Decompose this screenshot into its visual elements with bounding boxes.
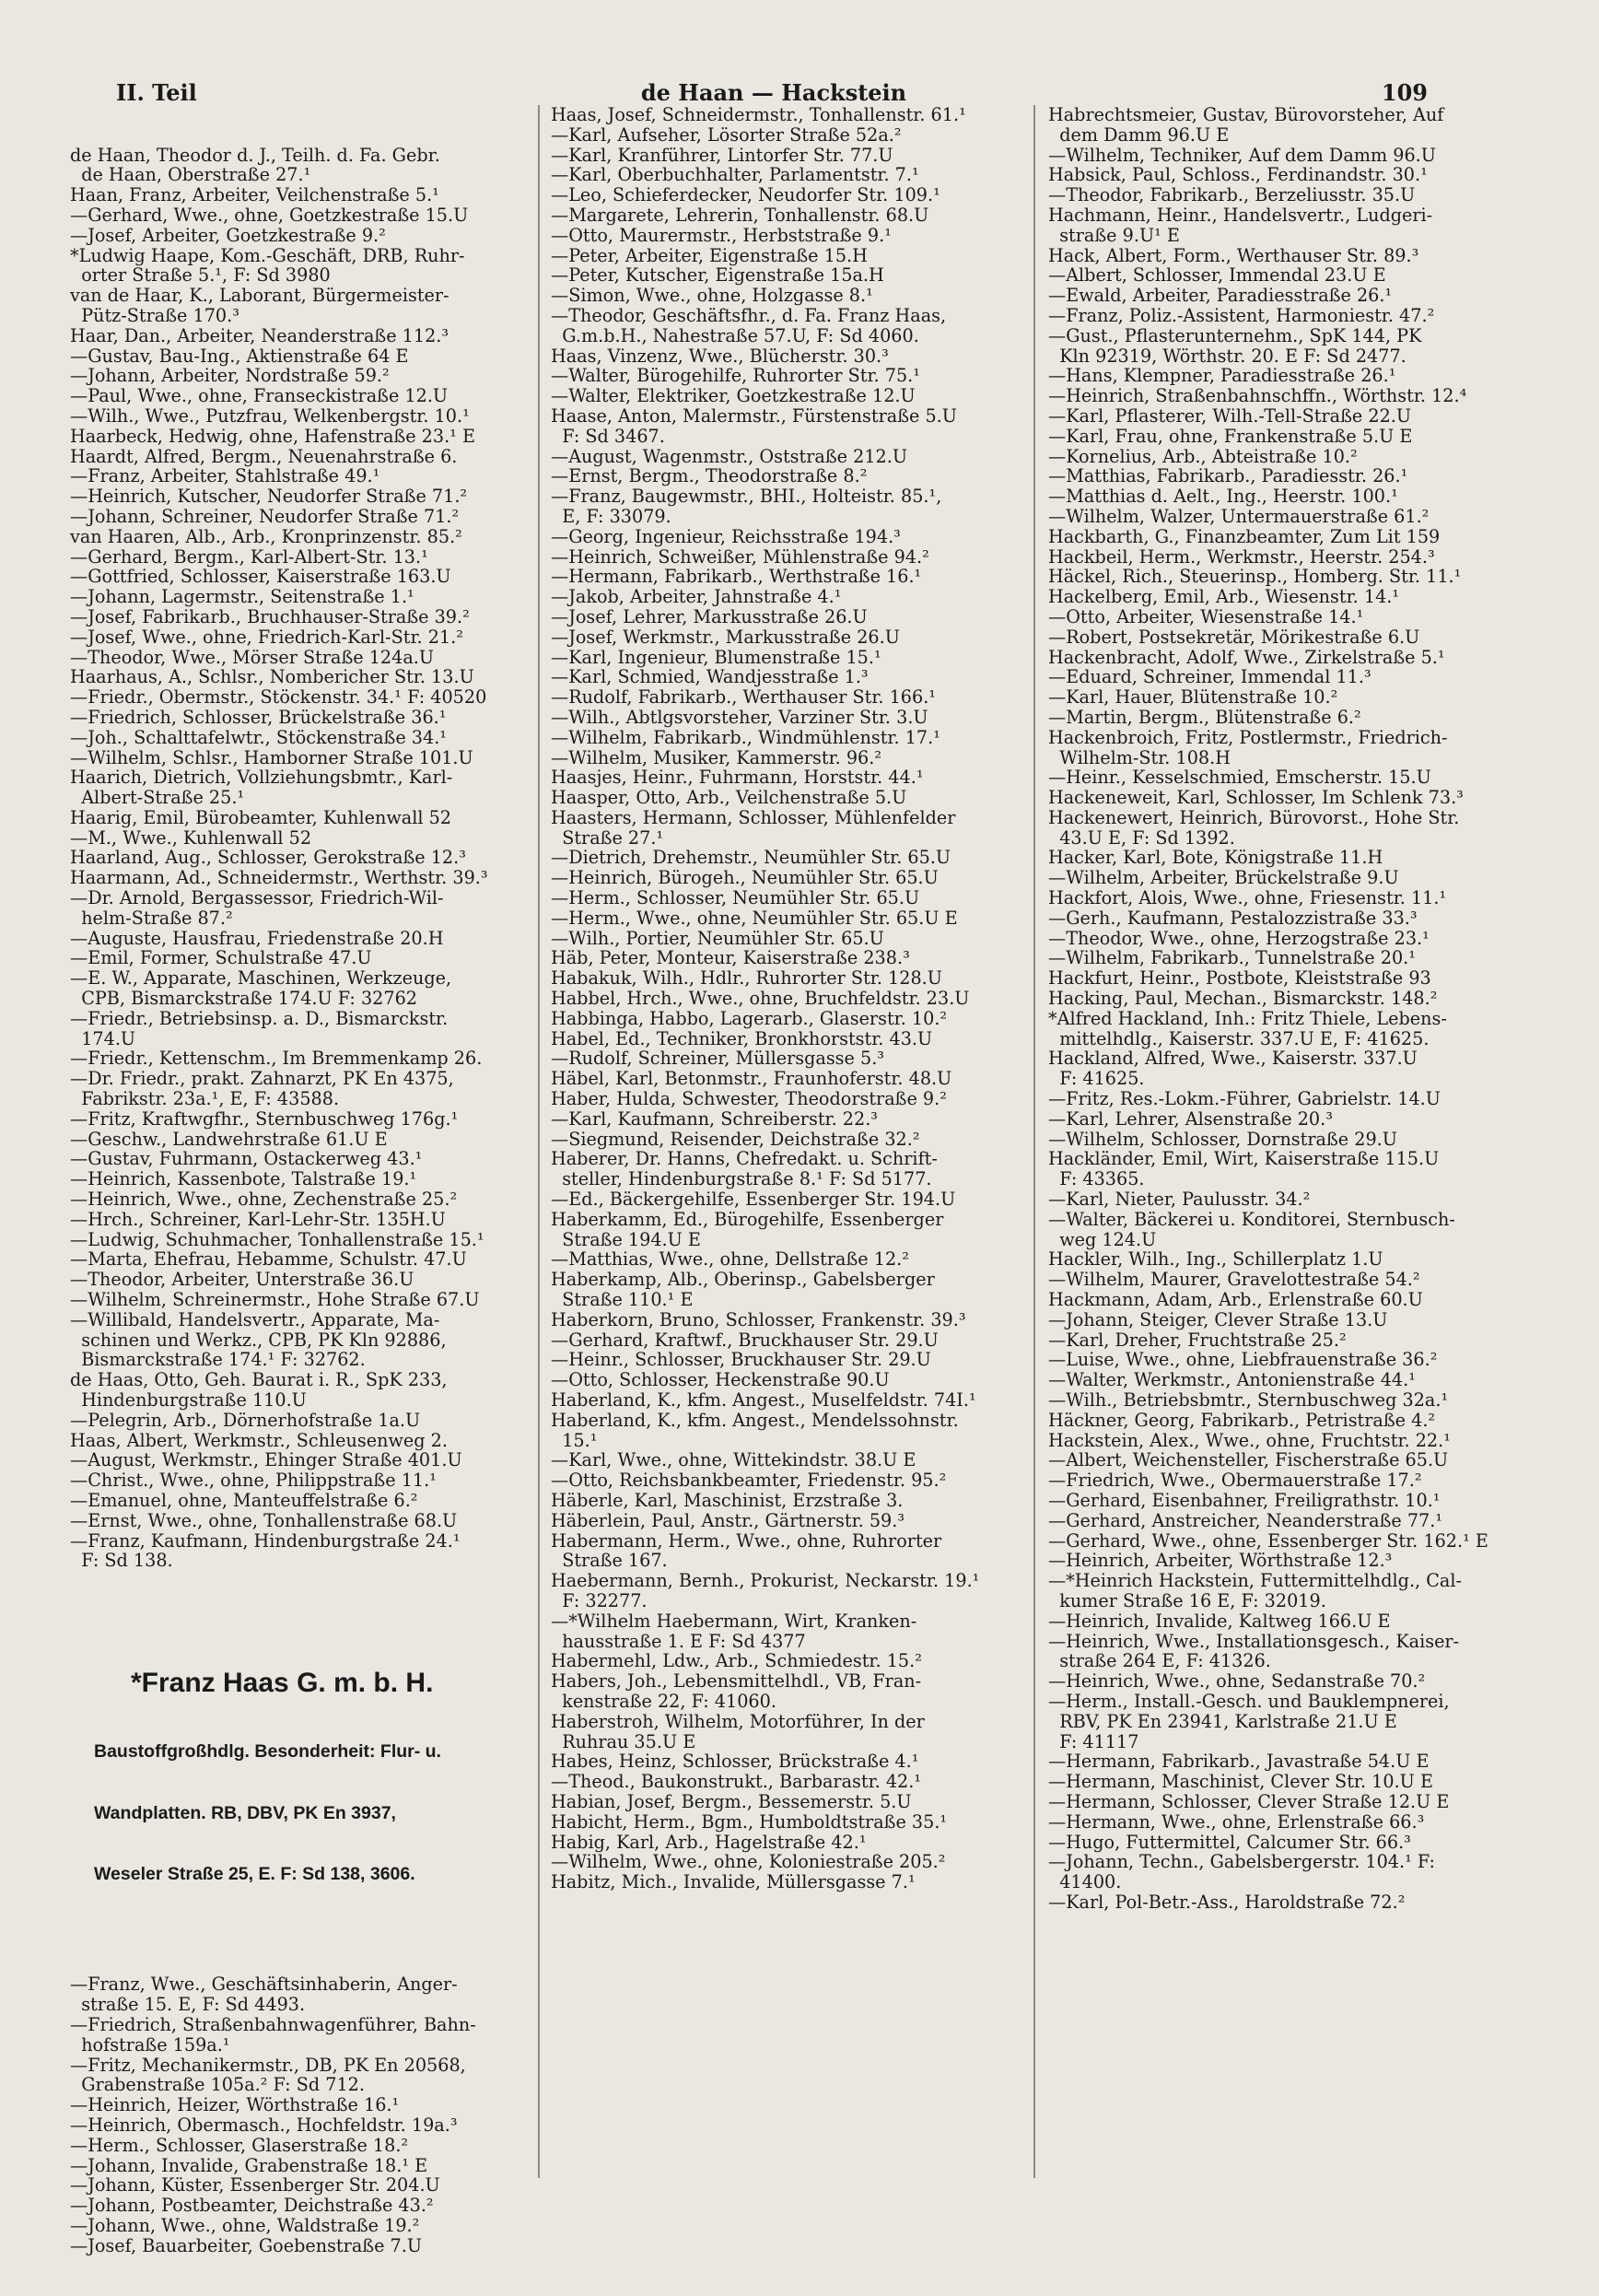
directory-entry: —Heinrich, Heizer, Wörthstraße 16.¹ bbox=[70, 2094, 400, 2116]
directory-entry: —Karl, Hauer, Blütenstraße 10.² bbox=[1048, 686, 1338, 709]
directory-entry: Hackenbroich, Fritz, Postlermstr., Friedrich- bbox=[1048, 726, 1448, 748]
directory-entry: —Ernst, Bergm., Theodorstraße 8.² bbox=[551, 465, 868, 487]
directory-entry: Hackländer, Emil, Wirt, Kaiserstraße 115.U bbox=[1048, 1148, 1440, 1170]
directory-entry: Hackbarth, G., Finanzbeamter, Zum Lit 159 bbox=[1048, 525, 1441, 547]
directory-entry: Hackfort, Alois, Wwe., ohne, Friesenstr. 11.¹ bbox=[1048, 887, 1447, 909]
directory-entry: —Dr. Arnold, Bergassessor, Friedrich-Wil- bbox=[70, 887, 444, 909]
directory-entry: Haarmann, Ad., Schneidermstr., Werthstr. 39.³ bbox=[70, 867, 488, 889]
directory-entry: Fabrikstr. 23a.¹, E, F: 43588. bbox=[70, 1088, 340, 1110]
directory-entry: —Rudolf, Schreiner, Müllersgasse 5.³ bbox=[551, 1048, 884, 1070]
directory-entry: —Auguste, Hausfrau, Friedenstraße 20.H bbox=[70, 927, 444, 949]
directory-entry: —Wilhelm, Walzer, Untermauerstraße 61.² bbox=[1048, 505, 1430, 527]
directory-entry: —Hermann, Fabrikarb., Javastraße 54.U E bbox=[1048, 1751, 1430, 1773]
directory-entry: G.m.b.H., Nahestraße 57.U, F: Sd 4060. bbox=[551, 324, 919, 346]
directory-entry: —Ludwig, Schuhmacher, Tonhallenstraße 15.¹ bbox=[70, 1228, 484, 1250]
directory-entry: —Rudolf, Fabrikarb., Werthauser Str. 166.¹ bbox=[551, 686, 936, 709]
directory-entry: Haberland, K., kfm. Angest., Muselfeldstr. 74I.¹ bbox=[551, 1389, 976, 1411]
directory-entry: —Johann, Techn., Gabelsbergerstr. 104.¹ F: bbox=[1048, 1851, 1435, 1873]
directory-entry: —Johann, Schreiner, Neudorfer Straße 71.² bbox=[70, 505, 460, 527]
column-1-entries bbox=[70, 146, 531, 1572]
directory-entry: —Albert, Schlosser, Immendal 23.U E bbox=[1048, 264, 1386, 287]
directory-entry: —Herm., Install.-Gesch. und Bauklempnerei, bbox=[1048, 1690, 1450, 1712]
directory-entry: mittelhdlg., Kaiserstr. 337.U E, F: 41625. bbox=[1048, 1027, 1430, 1049]
directory-entry: Bismarckstraße 174.¹ F: 32762. bbox=[70, 1349, 366, 1371]
directory-entry: —Gerhard, Kraftwf., Bruckhauser Str. 29.U bbox=[551, 1329, 939, 1351]
directory-entry: —Hermann, Maschinist, Clever Str. 10.U E bbox=[1048, 1771, 1433, 1793]
directory-entry: Haberkamp, Alb., Oberinsp., Gabelsberger bbox=[551, 1269, 935, 1291]
directory-entry: Albert-Straße 25.¹ bbox=[70, 787, 245, 809]
directory-entry: —Theodor, Wwe., ohne, Herzogstraße 23.¹ bbox=[1048, 927, 1430, 949]
directory-entry: —Franz, Arbeiter, Stahlstraße 49.¹ bbox=[70, 465, 380, 487]
directory-entry: —Wilhelm, Arbeiter, Brückelstraße 9.U bbox=[1048, 867, 1399, 889]
directory-entry: steller, Hindenburgstraße 8.¹ F: Sd 5177. bbox=[551, 1168, 932, 1190]
directory-entry: van Haaren, Alb., Arb., Kronprinzenstr. 85.² bbox=[70, 525, 462, 547]
directory-entry: —Fritz, Mechanikermstr., DB, PK En 20568, bbox=[70, 2054, 466, 2076]
directory-entry: —Gerhard, Eisenbahner, Freiligrathstr. 10.¹ bbox=[1048, 1489, 1441, 1511]
directory-entry: Haarig, Emil, Bürobeamter, Kuhlenwall 52 bbox=[70, 806, 451, 828]
directory-entry: Straße 110.¹ E bbox=[551, 1289, 694, 1311]
directory-entry: Häckel, Rich., Steuerinsp., Homberg. Str. 11.¹ bbox=[1048, 566, 1462, 588]
directory-entry: —Simon, Wwe., ohne, Holzgasse 8.¹ bbox=[551, 285, 873, 307]
directory-entry: —Heinrich, Invalide, Kaltweg 166.U E bbox=[1048, 1610, 1391, 1632]
directory-entry: —Heinrich, Schweißer, Mühlenstraße 94.² bbox=[551, 545, 929, 568]
directory-entry: —Heinrich, Kutscher, Neudorfer Straße 71.² bbox=[70, 486, 468, 508]
directory-entry: —Otto, Reichsbankbeamter, Friedenstr. 95.² bbox=[551, 1470, 947, 1492]
directory-entry: Habrechtsmeier, Gustav, Bürovorsteher, Auf bbox=[1048, 104, 1444, 125]
directory-entry: —Kornelius, Arb., Abteistraße 10.² bbox=[1048, 445, 1358, 467]
directory-entry: —Wilhelm, Schlsr., Hamborner Straße 101.U bbox=[70, 746, 473, 768]
directory-entry: F: 32277. bbox=[551, 1589, 648, 1611]
directory-entry: —*Wilhelm Haebermann, Wirt, Kranken- bbox=[551, 1610, 917, 1632]
directory-entry: —Karl, Ingenieur, Blumenstraße 15.¹ bbox=[551, 646, 881, 668]
directory-entry: —Johann, Arbeiter, Nordstraße 59.² bbox=[70, 365, 390, 387]
column-2 bbox=[551, 105, 1011, 2178]
directory-entry: Straße 167. bbox=[551, 1550, 668, 1572]
directory-entry: F: Sd 138. bbox=[70, 1550, 173, 1572]
directory-entry: Häberlein, Paul, Anstr., Gärtnerstr. 59.³ bbox=[551, 1509, 905, 1531]
directory-entry: de Haas, Otto, Geh. Baurat i. R., SpK 233, bbox=[70, 1369, 448, 1391]
directory-entry: —Albert, Weichensteller, Fischerstraße 65.U bbox=[1048, 1449, 1449, 1471]
ad-title: *Franz Haas G. m. b. H. bbox=[131, 1668, 434, 1699]
directory-entry: Hacker, Karl, Bote, Königstraße 11.H bbox=[1048, 847, 1383, 869]
directory-entry: —Eduard, Schreiner, Immendal 11.³ bbox=[1048, 666, 1371, 688]
directory-entry: —Gerh., Kaufmann, Pestalozzistraße 33.³ bbox=[1048, 907, 1418, 929]
directory-entry: Haar, Dan., Arbeiter, Neanderstraße 112.³ bbox=[70, 324, 449, 346]
directory-entry: —Friedrich, Wwe., Obermauerstraße 17.² bbox=[1048, 1470, 1422, 1492]
directory-entry: —Wilhelm, Fabrikarb., Windmühlenstr. 17.¹ bbox=[551, 726, 940, 748]
directory-entry: —Wilhelm, Musiker, Kammerstr. 96.² bbox=[551, 746, 882, 768]
directory-entry: kumer Straße 16 E, F: 32019. bbox=[1048, 1589, 1326, 1611]
directory-entry: —Siegmund, Reisender, Deichstraße 32.² bbox=[551, 1128, 920, 1150]
directory-entry: —Paul, Wwe., ohne, Franseckistraße 12.U bbox=[70, 385, 449, 407]
directory-entry: —Gerhard, Wwe., ohne, Goetzkestraße 15.U bbox=[70, 204, 469, 226]
directory-entry: van de Haar, K., Laborant, Bürgermeister- bbox=[70, 285, 449, 307]
directory-entry: —Gustav, Bau-Ing., Aktienstraße 64 E bbox=[70, 345, 409, 367]
directory-entry: —Joh., Schalttafelwtr., Stöckenstraße 34.¹ bbox=[70, 726, 447, 748]
columns bbox=[70, 104, 1571, 2256]
directory-entry: —Walter, Werkmstr., Antonienstraße 44.¹ bbox=[1048, 1369, 1416, 1391]
directory-entry: —Karl, Oberbuchhalter, Parlamentstr. 7.¹ bbox=[551, 164, 919, 186]
directory-entry: weg 124.U bbox=[1048, 1228, 1157, 1250]
directory-entry: —Hans, Klempner, Paradiesstraße 26.¹ bbox=[1048, 365, 1396, 387]
directory-entry: —Josef, Lehrer, Markusstraße 26.U bbox=[551, 605, 868, 627]
directory-entry: Haas, Albert, Werkmstr., Schleusenweg 2. bbox=[70, 1429, 448, 1451]
directory-entry: —*Heinrich Hackstein, Futtermittelhdlg., Cal- bbox=[1048, 1570, 1462, 1592]
directory-entry: Haarhaus, A., Schlsr., Nomberichеr Str. 13.U bbox=[70, 666, 474, 688]
directory-entry: —Franz, Wwe., Geschäftsinhaberin, Anger- bbox=[70, 1974, 458, 1996]
directory-entry: —Josef, Arbeiter, Goetzkestraße 9.² bbox=[70, 224, 386, 246]
directory-entry: —Luise, Wwe., ohne, Liebfrauenstraße 36.² bbox=[1048, 1349, 1438, 1371]
directory-entry: —Karl, Dreher, Fruchtstraße 25.² bbox=[1048, 1329, 1347, 1351]
directory-entry: —Franz, Poliz.-Assistent, Harmoniestr. 47.² bbox=[1048, 304, 1435, 326]
directory-entry: —Walter, Elektriker, Goetzkestraße 12.U bbox=[551, 385, 916, 407]
directory-entry: —Wilhelm, Schlosser, Dornstraße 29.U bbox=[1048, 1128, 1397, 1150]
directory-entry: —Johann, Steiger, Clever Straße 13.U bbox=[1048, 1308, 1388, 1330]
directory-entry: de Haan, Theodor d. J., Teilh. d. Fa. Gebr. bbox=[70, 144, 440, 166]
directory-entry: —Gust., Pflasterunternehm., SpK 144, PK bbox=[1048, 324, 1422, 346]
column-1-entries-continued bbox=[70, 1974, 531, 2255]
directory-entry: 15.¹ bbox=[551, 1429, 598, 1451]
directory-entry: Haber, Hulda, Schwester, Theodorstraße 9.² bbox=[551, 1088, 947, 1110]
directory-entry: Hackstein, Alex., Wwe., ohne, Fruchtstr. 22.¹ bbox=[1048, 1429, 1451, 1451]
directory-entry: Habitz, Mich., Invalide, Müllersgasse 7.¹ bbox=[551, 1871, 916, 1893]
directory-entry: Habermehl, Ldw., Arb., Schmiedestr. 15.² bbox=[551, 1650, 922, 1672]
directory-entry: helm-Straße 87.² bbox=[70, 907, 233, 929]
directory-entry: F: 43365. bbox=[1048, 1168, 1145, 1190]
directory-entry: —Gustav, Fuhrmann, Ostackerweg 43.¹ bbox=[70, 1148, 423, 1170]
directory-entry: RBV, PK En 23941, Karlstraße 21.U E bbox=[1048, 1710, 1397, 1732]
directory-entry: Habig, Karl, Arb., Hagelstraße 42.¹ bbox=[551, 1831, 867, 1853]
directory-entry: 174.U bbox=[70, 1027, 136, 1049]
directory-entry: Straße 194.U E bbox=[551, 1228, 701, 1250]
directory-entry: Haasters, Hermann, Schlosser, Mühlenfelder bbox=[551, 806, 956, 828]
directory-entry: hofstraße 159a.¹ bbox=[70, 2033, 230, 2056]
directory-entry: kenstraße 22, F: 41060. bbox=[551, 1690, 776, 1712]
directory-entry: Habbinga, Habbo, Lagerarb., Glaserstr. 10.² bbox=[551, 1007, 948, 1029]
directory-entry: Haardt, Alfred, Bergm., Neuenahrstraße 6. bbox=[70, 445, 458, 467]
directory-entry: —Hugo, Futtermittel, Calcumer Str. 66.³ bbox=[1048, 1831, 1411, 1853]
directory-entry: Haberkamm, Ed., Bürogehilfe, Essenberger bbox=[551, 1208, 944, 1230]
directory-entry: Ruhrau 35.U E bbox=[551, 1730, 696, 1752]
directory-entry: —Fritz, Kraftwgfhr., Sternbuschweg 176g.¹ bbox=[70, 1107, 459, 1130]
advertisement bbox=[94, 1626, 531, 1926]
directory-entry: Hackfurt, Heinr., Postbote, Kleiststraße 93 bbox=[1048, 967, 1431, 990]
directory-entry: —Franz, Kaufmann, Hindenburgstraße 24.¹ bbox=[70, 1529, 461, 1552]
directory-entry: orter Straße 5.¹, F: Sd 3980 bbox=[70, 264, 331, 287]
directory-entry: Hackenewert, Heinrich, Bürovorst., Hohe Str. bbox=[1048, 806, 1460, 828]
page-range-title: de Haan — Hackstein bbox=[640, 79, 907, 106]
directory-entry: —Karl, Frau, ohne, Frankenstraße 5.U E bbox=[1048, 425, 1413, 447]
directory-entry: —Otto, Schlosser, Heckenstraße 90.U bbox=[551, 1369, 890, 1391]
directory-entry: —Wilhelm, Wwe., ohne, Koloniestraße 205.² bbox=[551, 1851, 946, 1873]
directory-entry: —Wilhelm, Fabrikarb., Tunnelstraße 20.¹ bbox=[1048, 947, 1416, 969]
directory-entry: —Johann, Wwe., ohne, Waldstraße 19.² bbox=[70, 2214, 420, 2236]
directory-entry: —August, Werkmstr., Ehinger Straße 401.U bbox=[70, 1449, 462, 1471]
directory-entry: Haase, Anton, Malermstr., Fürstenstraße 5.U bbox=[551, 404, 957, 427]
directory-entry: —Dr. Friedr., prakt. Zahnarzt, PK En 4375, bbox=[70, 1068, 454, 1090]
directory-entry: —Matthias d. Aelt., Ing., Heerstr. 100.¹ bbox=[1048, 486, 1398, 508]
directory-entry: —Dietrich, Drehemstr., Neumühler Str. 65.U bbox=[551, 847, 951, 869]
directory-entry: Hindenburgstraße 110.U bbox=[70, 1389, 307, 1411]
directory-entry: Häckner, Georg, Fabrikarb., Petristraße 4.² bbox=[1048, 1409, 1436, 1431]
directory-entry: F: Sd 3467. bbox=[551, 425, 665, 447]
directory-entry: de Haan, Oberstraße 27.¹ bbox=[70, 164, 311, 186]
directory-entry: —Heinrich, Kassenbote, Talstraße 19.¹ bbox=[70, 1168, 417, 1190]
directory-entry: straße 264 E, F: 41326. bbox=[1048, 1650, 1271, 1672]
directory-entry: —Franz, Baugewmstr., BHI., Holteistr. 85.¹, bbox=[551, 486, 942, 508]
directory-entry: —Theodor, Wwe., Mörser Straße 124a.U bbox=[70, 646, 435, 668]
section-label: II. Teil bbox=[116, 79, 197, 106]
directory-entry: straße 9.U¹ E bbox=[1048, 224, 1180, 246]
directory-entry: Haas, Vinzenz, Wwe., Blücherstr. 30.³ bbox=[551, 345, 889, 367]
directory-entry: —E. W., Apparate, Maschinen, Werkzeuge, bbox=[70, 967, 452, 990]
ad-line: Baustoffgroßhdlg. Besonderheit: Flur- u. bbox=[94, 1740, 441, 1762]
directory-entry: —Heinr., Kesselschmied, Emscherstr. 15.U bbox=[1048, 767, 1431, 789]
directory-entry: hausstraße 1. E F: Sd 4377 bbox=[551, 1630, 806, 1652]
directory-entry: —Willibald, Handelsvertr., Apparate, Ma- bbox=[70, 1308, 440, 1330]
directory-entry: Hackenbracht, Adolf, Wwe., Zirkelstraße 5.¹ bbox=[1048, 646, 1445, 668]
directory-entry: straße 15. E, F: Sd 4493. bbox=[70, 1994, 306, 2016]
directory-entry: —Friedr., Kettenschm., Im Bremmenkamp 26. bbox=[70, 1048, 483, 1070]
directory-entry: —Leo, Schieferdecker, Neudorfer Str. 109.¹ bbox=[551, 184, 940, 206]
directory-entry: —Herm., Wwe., ohne, Neumühler Str. 65.U E bbox=[551, 907, 958, 929]
directory-entry: Wilhelm-Str. 108.H bbox=[1048, 746, 1231, 768]
directory-entry: —Wilhelm, Techniker, Auf dem Damm 96.U bbox=[1048, 144, 1436, 166]
directory-entry: Pütz-Straße 170.³ bbox=[70, 304, 239, 326]
directory-entry: —Emanuel, ohne, Manteuffelstraße 6.² bbox=[70, 1489, 418, 1511]
ad-line: Wandplatten. RB, DBV, PK En 3937, bbox=[94, 1802, 396, 1823]
directory-entry: —Johann, Lagermstr., Seitenstraße 1.¹ bbox=[70, 586, 414, 608]
directory-entry: —Emil, Former, Schulstraße 47.U bbox=[70, 947, 372, 969]
directory-entry: —Christ., Wwe., ohne, Philippstraße 11.¹ bbox=[70, 1470, 437, 1492]
directory-entry: —Herm., Schlosser, Neumühler Str. 65.U bbox=[551, 887, 920, 909]
directory-entry: Straße 27.¹ bbox=[551, 826, 664, 849]
directory-entry: —Johann, Postbeamter, Deichstraße 43.² bbox=[70, 2195, 434, 2217]
directory-entry: schinen und Werkz., CPB, PK Kln 92886, bbox=[70, 1329, 447, 1351]
directory-entry: F: 41625. bbox=[1048, 1068, 1145, 1090]
directory-entry: Hackler, Wilh., Ing., Schillerplatz 1.U bbox=[1048, 1248, 1383, 1271]
directory-entry: —Martin, Bergm., Blütenstraße 6.² bbox=[1048, 706, 1361, 728]
column-3 bbox=[1048, 105, 1564, 2178]
directory-entry: Haasper, Otto, Arb., Veilchenstraße 5.U bbox=[551, 787, 907, 809]
directory-entry: Hackbeil, Herm., Werkmstr., Heerstr. 254.³ bbox=[1048, 545, 1435, 568]
directory-entry: —Friedr., Obermstr., Stöckenstr. 34.¹ F: 40520 bbox=[70, 686, 487, 709]
page-number: 109 bbox=[1381, 79, 1428, 106]
page-header bbox=[111, 74, 1437, 107]
directory-entry: Haas, Josef, Schneidermstr., Tonhallenstr. 61.¹ bbox=[551, 104, 966, 125]
directory-entry: —Jakob, Arbeiter, Jahnstraße 4.¹ bbox=[551, 586, 842, 608]
directory-entry: —Josef, Bauarbeiter, Goebenstraße 7.U bbox=[70, 2234, 423, 2256]
directory-entry: —Wilh., Betriebsbmtr., Sternbuschweg 32a.¹ bbox=[1048, 1389, 1449, 1411]
directory-entry: —Hermann, Fabrikarb., Werthstraße 16.¹ bbox=[551, 566, 922, 588]
directory-entry: —Hrch., Schreiner, Karl-Lehr-Str. 135H.U bbox=[70, 1208, 446, 1230]
directory-entry: —M., Wwe., Kuhlenwall 52 bbox=[70, 826, 312, 849]
directory-entry: —Karl, Kranführer, Lintorfer Str. 77.U bbox=[551, 144, 893, 166]
directory-entry: Haasjes, Heinr., Fuhrmann, Horststr. 44.¹ bbox=[551, 767, 924, 789]
directory-entry: —Hermann, Wwe., ohne, Erlenstraße 66.³ bbox=[1048, 1810, 1425, 1833]
directory-entry: —Theodor, Arbeiter, Unterstraße 36.U bbox=[70, 1269, 414, 1291]
directory-entry: —Josef, Fabrikarb., Bruchhauser-Straße 39.² bbox=[70, 605, 470, 627]
directory-entry: —Ed., Bäckergehilfe, Essenberger Str. 194.U bbox=[551, 1189, 956, 1211]
directory-entry: —Gerhard, Anstreicher, Neanderstraße 77.¹ bbox=[1048, 1509, 1443, 1531]
directory-entry: —Karl, Pol-Betr.-Ass., Haroldstraße 72.² bbox=[1048, 1891, 1406, 1913]
directory-entry: Haebermann, Bernh., Prokurist, Neckarstr. 19.¹ bbox=[551, 1570, 980, 1592]
directory-entry: Hackelberg, Emil, Arb., Wiesenstr. 14.¹ bbox=[1048, 586, 1400, 608]
directory-entry: —Geschw., Landwehrstraße 61.U E bbox=[70, 1128, 388, 1150]
directory-entry: —Fritz, Res.-Lokm.-Führer, Gabrielstr. 14.U bbox=[1048, 1088, 1441, 1110]
directory-entry: Habel, Ed., Techniker, Bronkhorststr. 43.U bbox=[551, 1027, 933, 1049]
ad-line: Weseler Straße 25, E. F: Sd 138, 3606. bbox=[94, 1864, 415, 1885]
directory-entry: Haberland, K., kfm. Angest., Mendelssohnstr. bbox=[551, 1409, 959, 1431]
directory-entry: —Heinrich, Straßenbahnschffn., Wörthstr. 12.⁴ bbox=[1048, 385, 1467, 407]
directory-entry: —Karl, Wwe., ohne, Wittekindstr. 38.U E bbox=[551, 1449, 916, 1471]
directory-entry: Habermann, Herm., Wwe., ohne, Ruhrorter bbox=[551, 1529, 942, 1552]
directory-entry: —Walter, Bäckerei u. Konditorei, Sternbusch- bbox=[1048, 1208, 1455, 1230]
directory-entry: Habian, Josef, Bergm., Bessemerstr. 5.U bbox=[551, 1790, 912, 1812]
directory-entry: —Friedrich, Schlosser, Brückelstraße 36.¹ bbox=[70, 706, 447, 728]
directory-entry: Habakuk, Wilh., Hdlr., Ruhrorter Str. 128.U bbox=[551, 967, 942, 990]
directory-entry: —Heinrich, Wwe., ohne, Zechenstraße 25.² bbox=[70, 1189, 458, 1211]
directory-entry: —Josef, Werkmstr., Markusstraße 26.U bbox=[551, 626, 900, 648]
directory-entry: —Karl, Pflasterer, Wilh.-Tell-Straße 22.U bbox=[1048, 404, 1412, 427]
directory-entry: —Gottfried, Schlosser, Kaiserstraße 163.U bbox=[70, 566, 451, 588]
directory-entry: —Peter, Kutscher, Eigenstraße 15a.H bbox=[551, 264, 884, 287]
directory-entry: —Heinrich, Bürogeh., Neumühler Str. 65.U bbox=[551, 867, 939, 889]
directory-entry: Hachmann, Heinr., Handelsvertr., Ludgeri- bbox=[1048, 204, 1433, 226]
directory-entry: —Karl, Lehrer, Alsenstraße 20.³ bbox=[1048, 1107, 1333, 1130]
directory-entry: Kln 92319, Wörthstr. 20. E F: Sd 2477. bbox=[1048, 345, 1406, 367]
directory-entry: Haberer, Dr. Hanns, Chefredakt. u. Schrift- bbox=[551, 1148, 938, 1170]
directory-entry: Habsick, Paul, Schloss., Ferdinandstr. 30.¹ bbox=[1048, 164, 1428, 186]
directory-entry: Häbel, Karl, Betonmstr., Fraunhoferstr. 48.U bbox=[551, 1068, 952, 1090]
directory-entry: —Robert, Postsekretär, Mörikestraße 6.U bbox=[1048, 626, 1420, 648]
directory-entry: Häberle, Karl, Maschinist, Erzstraße 3. bbox=[551, 1489, 904, 1511]
directory-entry: Hack, Albert, Form., Werthauser Str. 89.³ bbox=[1048, 244, 1419, 266]
directory-entry: —Theodor, Fabrikarb., Berzeliusstr. 35.U bbox=[1048, 184, 1416, 206]
directory-entry: Habicht, Herm., Bgm., Humboldtstraße 35.¹ bbox=[551, 1810, 948, 1833]
directory-entry: E, F: 33079. bbox=[551, 505, 671, 527]
directory-entry: Haarland, Aug., Schlosser, Gerokstraße 12.³ bbox=[70, 847, 466, 869]
directory-entry: 43.U E, F: Sd 1392. bbox=[1048, 826, 1235, 849]
directory-entry: —Friedrich, Straßenbahnwagenführer, Bahn- bbox=[70, 2013, 476, 2035]
directory-entry: —Gerhard, Wwe., ohne, Essenberger Str. 162.¹ E bbox=[1048, 1529, 1488, 1552]
directory-entry: —Matthias, Wwe., ohne, Dellstraße 12.² bbox=[551, 1248, 909, 1271]
directory-entry: —Friedr., Betriebsinsp. a. D., Bismarckstr. bbox=[70, 1007, 449, 1029]
directory-entry: CPB, Bismarckstraße 174.U F: 32762 bbox=[70, 988, 418, 1010]
directory-entry: —Margarete, Lehrerin, Tonhallenstr. 68.U bbox=[551, 204, 929, 226]
directory-entry: Habes, Heinz, Schlosser, Brückstraße 4.¹ bbox=[551, 1751, 919, 1773]
directory-entry: Hackeneweit, Karl, Schlosser, Im Schlenk 73.³ bbox=[1048, 787, 1464, 809]
directory-entry: Hacking, Paul, Mechan., Bismarckstr. 148.² bbox=[1048, 988, 1438, 1010]
directory-entry: Habbel, Hrch., Wwe., ohne, Bruchfeldstr. 23.U bbox=[551, 988, 970, 1010]
directory-entry: —Karl, Aufseher, Lösorter Straße 52a.² bbox=[551, 123, 902, 146]
directory-entry: *Alfred Hackland, Inh.: Fritz Thiele, Lebens- bbox=[1048, 1007, 1447, 1029]
directory-entry: —Georg, Ingenieur, Reichsstraße 194.³ bbox=[551, 525, 901, 547]
directory-entry: —Heinrich, Wwe., Installationsgesch., Kaiser- bbox=[1048, 1630, 1460, 1652]
directory-entry: —Peter, Arbeiter, Eigenstraße 15.H bbox=[551, 244, 868, 266]
directory-entry: —Marta, Ehefrau, Hebamme, Schulstr. 47.U bbox=[70, 1248, 467, 1271]
directory-entry: —Hermann, Schlosser, Clever Straße 12.U E bbox=[1048, 1790, 1450, 1812]
directory-entry: —Karl, Schmied, Wandjesstraße 1.³ bbox=[551, 666, 869, 688]
directory-entry: —Johann, Invalide, Grabenstraße 18.¹ E bbox=[70, 2154, 428, 2176]
directory-entry: 41400. bbox=[1048, 1871, 1122, 1893]
directory-entry: Hackland, Alfred, Wwe., Kaiserstr. 337.U bbox=[1048, 1048, 1418, 1070]
directory-entry: —Heinrich, Wwe., ohne, Sedanstraße 70.² bbox=[1048, 1670, 1426, 1693]
directory-entry: —Ewald, Arbeiter, Paradiesstraße 26.¹ bbox=[1048, 285, 1393, 307]
directory-entry: —Karl, Kaufmann, Schreiberstr. 22.³ bbox=[551, 1107, 878, 1130]
directory-entry: —Wilh., Abtlgsvorsteher, Varziner Str. 3.U bbox=[551, 706, 928, 728]
directory-entry: —Ernst, Wwe., ohne, Tonhallenstraße 68.U bbox=[70, 1509, 458, 1531]
directory-entry: —Theod., Baukonstrukt., Barbarastr. 42.¹ bbox=[551, 1771, 922, 1793]
directory-entry: F: 41117 bbox=[1048, 1730, 1139, 1752]
directory-entry: Haan, Franz, Arbeiter, Veilchenstraße 5.¹ bbox=[70, 184, 439, 206]
directory-entry: Haberstroh, Wilhelm, Motorführer, In der bbox=[551, 1710, 925, 1732]
column-divider bbox=[538, 105, 540, 2178]
column-divider bbox=[1033, 105, 1035, 2178]
directory-entry: —Theodor, Geschäftsfhr., d. Fa. Franz Haas, bbox=[551, 304, 947, 326]
column-1 bbox=[70, 105, 531, 2256]
directory-entry: —Heinrich, Obermasch., Hochfeldstr. 19a.³ bbox=[70, 2114, 458, 2136]
directory-entry: —Wilhelm, Maurer, Gravelottestraße 54.² bbox=[1048, 1269, 1420, 1291]
directory-entry: —Heinr., Schlosser, Bruckhauser Str. 29.U bbox=[551, 1349, 931, 1371]
directory-entry: Häb, Peter, Monteur, Kaiserstraße 238.³ bbox=[551, 947, 910, 969]
directory-entry: Habers, Joh., Lebensmittelhdl., VB, Fran- bbox=[551, 1670, 922, 1693]
directory-entry: —Josef, Wwe., ohne, Friedrich-Karl-Str. 21.² bbox=[70, 626, 463, 648]
directory-entry: —Otto, Arbeiter, Wiesenstraße 14.¹ bbox=[1048, 605, 1364, 627]
directory-entry: *Ludwig Haape, Kom.-Geschäft, DRB, Ruhr- bbox=[70, 244, 465, 266]
directory-entry: Grabenstraße 105a.² F: Sd 712. bbox=[70, 2074, 365, 2096]
directory-entry: —Wilh., Wwe., Putzfrau, Welkenbergstr. 10.¹ bbox=[70, 404, 470, 427]
directory-entry: —Wilh., Portier, Neumühler Str. 65.U bbox=[551, 927, 884, 949]
directory-entry: Haberkorn, Bruno, Schlosser, Frankenstr. 39.³ bbox=[551, 1308, 966, 1330]
directory-entry: —Otto, Maurermstr., Herbststraße 9.¹ bbox=[551, 224, 892, 246]
directory-entry: —Johann, Küster, Essenberger Str. 204.U bbox=[70, 2174, 440, 2196]
directory-entry: Haarich, Dietrich, Vollziehungsbmtr., Karl- bbox=[70, 767, 453, 789]
directory-entry: dem Damm 96.U E bbox=[1048, 123, 1230, 146]
directory-entry: —Heinrich, Arbeiter, Wörthstraße 12.³ bbox=[1048, 1550, 1393, 1572]
directory-entry: —Matthias, Fabrikarb., Paradiesstr. 26.¹ bbox=[1048, 465, 1408, 487]
directory-entry: —Wilhelm, Schreinermstr., Hohe Straße 67.U bbox=[70, 1289, 480, 1311]
directory-entry: —Pelegrin, Arb., Dörnerhofstraße 1a.U bbox=[70, 1409, 421, 1431]
directory-entry: —August, Wagenmstr., Oststraße 212.U bbox=[551, 445, 908, 467]
directory-entry: —Walter, Bürogehilfe, Ruhrorter Str. 75.¹ bbox=[551, 365, 920, 387]
directory-entry: Haarbeck, Hedwig, ohne, Hafenstraße 23.¹ E bbox=[70, 425, 475, 447]
directory-entry: —Gerhard, Bergm., Karl-Albert-Str. 13.¹ bbox=[70, 545, 428, 568]
directory-entry: Hackmann, Adam, Arb., Erlenstraße 60.U bbox=[1048, 1289, 1423, 1311]
directory-entry: —Karl, Nieter, Paulusstr. 34.² bbox=[1048, 1189, 1311, 1211]
directory-entry: —Herm., Schlosser, Glaserstraße 18.² bbox=[70, 2134, 409, 2156]
